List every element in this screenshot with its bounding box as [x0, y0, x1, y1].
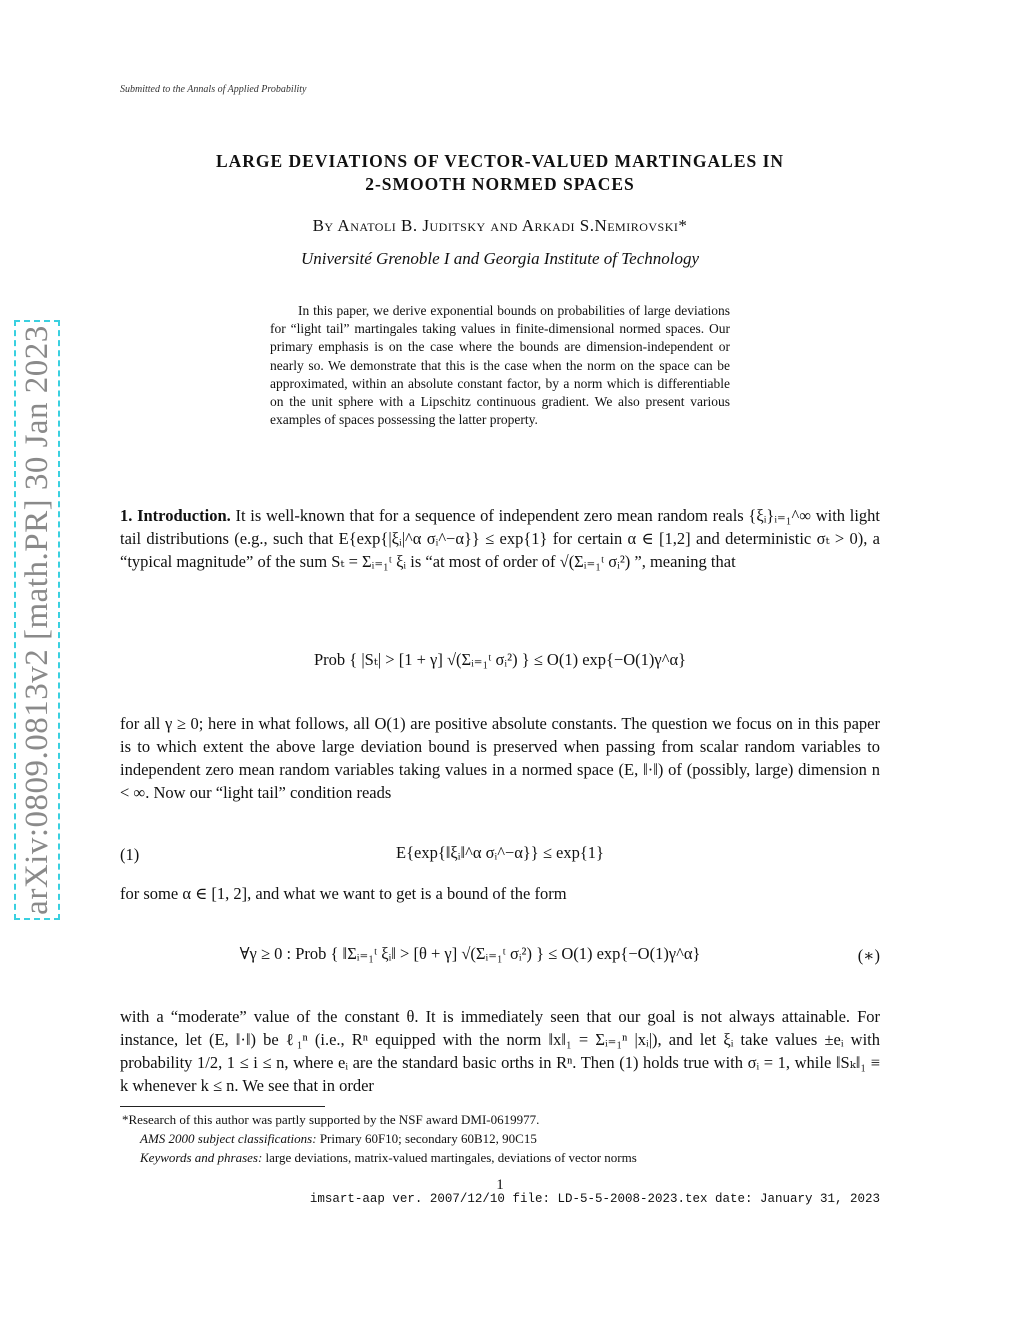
- ams-label: AMS 2000 subject classifications:: [140, 1131, 317, 1146]
- equation-star: ∀γ ≥ 0 : Prob { ‖Σᵢ₌₁ᵗ ξᵢ‖ > [θ + γ] √(Σᵢ₌₁ᵗ σᵢ²) } ≤ O(1) exp{−O(1)γ^α}: [239, 944, 701, 963]
- keywords-label: Keywords and phrases:: [140, 1150, 263, 1165]
- keywords-text: large deviations, matrix-valued martingales, deviations of vector norms: [265, 1150, 637, 1165]
- abstract: In this paper, we derive exponential bounds on probabilities of large deviations for “light tail” martingales taking values in finite-dimensional normed spaces. Our primary emphasis is on the case where the bounds are dimension-independent or nearly so. We demonstrate that this is the case when the norm on the space can be approximated, within an absolute constant factor, by a norm which is differentiable on the unit sphere with a Lipschitz continuous gradient. We also present various examples of spaces possessing the latter property.: [270, 303, 730, 428]
- equation-1: E{exp{‖ξᵢ‖^α σᵢ^−α}} ≤ exp{1}: [396, 843, 604, 862]
- equation-star-row: [120, 944, 880, 967]
- title-line-2: 2-SMOOTH NORMED SPACES: [365, 174, 635, 194]
- intro-text-1: It is well-known that for a sequence of independent zero mean random reals {ξᵢ}ᵢ₌₁^∞ with light tail distributions (e.g., such that E{exp{|ξᵢ|^α σᵢ^−α}} ≤ exp{1} for certain α ∈ [1,2] and deterministic σₜ > 0), a “typical magnitude” of the sum Sₜ = Σᵢ₌₁ᵗ ξᵢ is “at most of order of √(Σᵢ₌₁ᵗ σᵢ²) ”, meaning that: [120, 506, 881, 571]
- equation-star-label: (∗): [857, 946, 880, 965]
- affiliation: Université Grenoble I and Georgia Institute of Technology: [300, 249, 700, 268]
- equation-1-label: (1): [120, 845, 140, 864]
- intro-paragraph-2: for all γ ≥ 0; here in what follows, all O(1) are positive absolute constants. The question we focus on in this paper is to which extent the above large deviation bound is preserved when passing from scalar random variables to independent zero mean random variables taking values in a normed space (E, ‖·‖) of (possibly, large) dimension n < ∞. Now our “light tail” condition reads: [120, 714, 880, 802]
- authors: By Anatoli B. Juditsky and Arkadi S.Nemirovski*: [312, 216, 688, 235]
- intro-paragraph-3: for some α ∈ [1, 2], and what we want to get is a bound of the form: [120, 884, 567, 903]
- arxiv-stamp: [14, 320, 60, 920]
- section-heading: 1. Introduction.: [120, 506, 231, 525]
- intro-paragraph-1: [120, 504, 880, 573]
- arxiv-stamp-text: arXiv:0809.0813v2 [math.PR] 30 Jan 2023: [14, 320, 60, 920]
- footnote-keywords: [140, 1150, 637, 1166]
- journal-header: Submitted to the Annals of Applied Probability: [120, 84, 307, 95]
- title-line-1: LARGE DEVIATIONS OF VECTOR-VALUED MARTINGALES IN: [215, 151, 785, 171]
- footnote-rule: [120, 1106, 325, 1107]
- ams-text: Primary 60F10; secondary 60B12, 90C15: [319, 1131, 537, 1146]
- paper-title: [120, 150, 880, 196]
- footnote-ams: [140, 1131, 537, 1147]
- imsart-footer: imsart-aap ver. 2007/12/10 file: LD-5-5-2008-2023.tex date: January 31, 2023: [309, 1192, 880, 1206]
- intro-paragraph-4: with a “moderate” value of the constant θ. It is immediately seen that our goal is not always attainable. For instance, let (E, ‖·‖) be ℓ₁ⁿ (i.e., Rⁿ equipped with the norm ‖x‖₁ = Σᵢ₌₁ⁿ |xᵢ|), and let ξᵢ take values ±eᵢ with probability 1/2, 1 ≤ i ≤ n, where eᵢ are the standard basic orths in Rⁿ. Then (1) holds true with σᵢ = 1, while ‖Sₖ‖₁ ≡ k whenever k ≤ n. We see that in order: [120, 1007, 880, 1095]
- footnote-research: *Research of this author was partly supported by the NSF award DMI-0619977.: [122, 1112, 540, 1127]
- page-number: 1: [496, 1177, 504, 1193]
- equation-prob: Prob { |Sₜ| > [1 + γ] √(Σᵢ₌₁ᵗ σᵢ²) } ≤ O(1) exp{−O(1)γ^α}: [313, 650, 687, 669]
